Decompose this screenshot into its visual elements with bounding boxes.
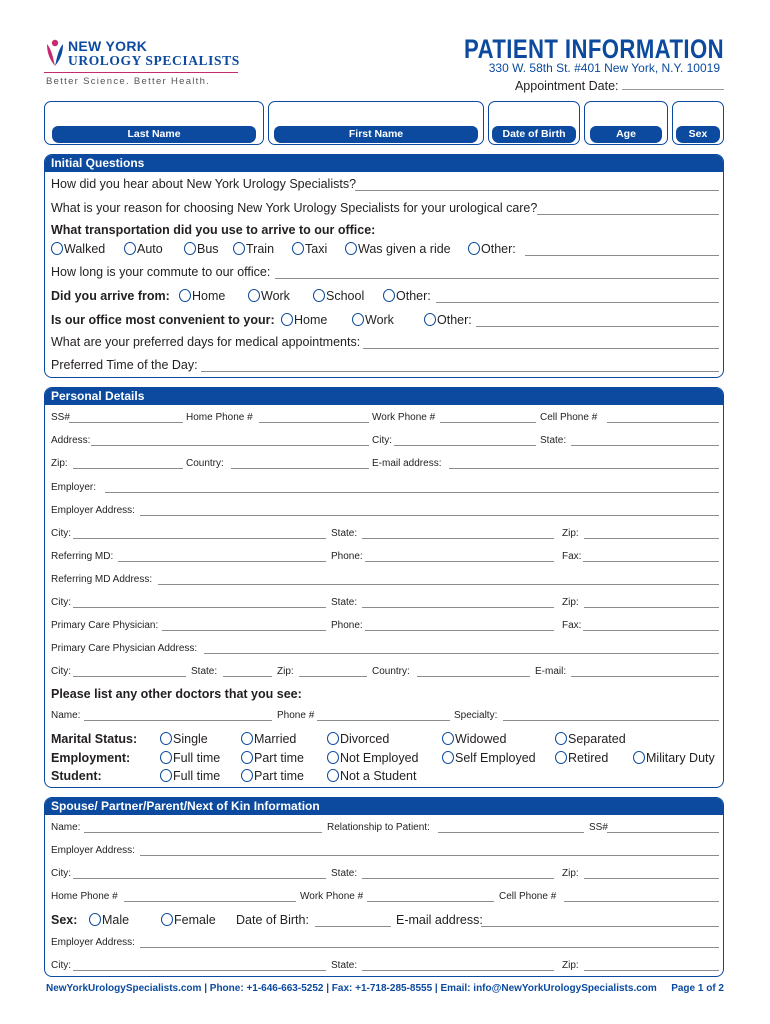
convenient-other-field[interactable]: [476, 326, 719, 327]
referring-md-address-row: [51, 572, 719, 585]
employment-row: [51, 748, 719, 765]
spouse-employer-address-row: [51, 843, 719, 856]
radio-circle-icon: [179, 289, 191, 302]
employer-address-field[interactable]: [140, 515, 719, 516]
radio-transport-other[interactable]: Other:: [468, 242, 516, 256]
tagline: Better Science. Better Health.: [46, 76, 211, 87]
radio-circle-icon: [313, 289, 325, 302]
transport-options-row: [51, 239, 719, 256]
preferred-days-label: What are your preferred days for medical appointments:: [51, 335, 361, 349]
radio-self-employed[interactable]: Self Employed: [442, 751, 536, 765]
spouse-state2-field[interactable]: [362, 970, 554, 971]
employer-zip-field[interactable]: [584, 538, 719, 539]
pcp-state-label: State:: [191, 666, 218, 677]
city-label: City:: [372, 435, 392, 446]
radio-circle-icon: [160, 732, 172, 745]
pcp-country-field[interactable]: [417, 676, 530, 677]
employment-label: Employment:: [51, 751, 131, 765]
radio-emp-full-time[interactable]: Full time: [160, 751, 220, 765]
home-phone-field[interactable]: [259, 422, 369, 423]
country-field[interactable]: [231, 468, 369, 469]
hear-about-label: How did you hear about New York Urology Specialists?: [51, 177, 357, 191]
marital-label: Marital Status:: [51, 732, 138, 746]
preferred-days-row: [51, 333, 719, 349]
arrive-row: [51, 286, 719, 303]
zip-label: Zip:: [51, 458, 68, 469]
referring-fax-field[interactable]: [583, 561, 719, 562]
spouse-name-field[interactable]: [84, 832, 322, 833]
employer-field[interactable]: [105, 492, 719, 493]
spouse-home-phone-field[interactable]: [124, 901, 296, 902]
pcp-address-field[interactable]: [204, 653, 719, 654]
referring-md-field[interactable]: [118, 561, 326, 562]
radio-circle-icon: [292, 242, 304, 255]
employer-address-label: Employer Address:: [51, 505, 135, 516]
employer-label: Employer:: [51, 482, 97, 493]
commute-label: How long is your commute to our office:: [51, 265, 271, 279]
logo-divider: [44, 72, 238, 73]
reason-field[interactable]: [537, 214, 719, 215]
logo-mark-icon: [44, 38, 66, 68]
spouse-city2-row: [51, 958, 719, 971]
home-phone-label: Home Phone #: [186, 412, 253, 423]
radio-circle-icon: [555, 751, 567, 764]
spouse-dob-label: Date of Birth:: [236, 913, 309, 927]
referring-phone-field[interactable]: [365, 561, 554, 562]
referring-md-label: Referring MD:: [51, 551, 114, 562]
preferred-time-field[interactable]: [201, 371, 719, 372]
logo: [44, 36, 244, 92]
radio-circle-icon: [468, 242, 480, 255]
relationship-field[interactable]: [438, 832, 584, 833]
spouse-email-field[interactable]: [481, 926, 719, 927]
radio-circle-icon: [241, 732, 253, 745]
student-label: Student:: [51, 769, 102, 783]
state-label: State:: [540, 435, 567, 446]
initial-questions-header: Initial Questions: [45, 155, 723, 172]
cell-phone-field[interactable]: [607, 422, 719, 423]
address-field[interactable]: [91, 445, 369, 446]
sex-label: Sex: [676, 126, 720, 143]
referring-city-row: [51, 595, 719, 608]
spouse-state-label: State:: [331, 868, 358, 879]
work-phone-label: Work Phone #: [372, 412, 436, 423]
city-field[interactable]: [394, 445, 536, 446]
radio-circle-icon: [160, 751, 172, 764]
radio-circle-icon: [327, 751, 339, 764]
preferred-time-row: [51, 356, 719, 372]
radio-circle-icon: [633, 751, 645, 764]
radio-circle-icon: [442, 732, 454, 745]
email-label: E-mail address:: [372, 458, 442, 469]
spouse-zip2-label: Zip:: [562, 960, 579, 971]
pcp-row: [51, 618, 719, 631]
logo-line2: UROLOGY SPECIALISTS: [68, 53, 240, 68]
personal-details-header: Personal Details: [45, 388, 723, 405]
address-label: Address:: [51, 435, 91, 446]
marital-row: [51, 729, 719, 746]
radio-bus[interactable]: Bus: [184, 242, 219, 256]
work-phone-field[interactable]: [440, 422, 536, 423]
radio-not-employed[interactable]: Not Employed: [327, 751, 419, 765]
employer-address-row: [51, 503, 719, 516]
spouse-work-phone-label: Work Phone #: [300, 891, 364, 902]
initial-questions-section: [44, 154, 724, 378]
pcp-field[interactable]: [162, 630, 326, 631]
radio-retired[interactable]: Retired: [555, 751, 608, 765]
referring-city-label: City:: [51, 597, 71, 608]
radio-given-ride[interactable]: Was given a ride: [345, 242, 451, 256]
convenient-row: [51, 310, 719, 327]
radio-circle-icon: [442, 751, 454, 764]
preferred-time-label: Preferred Time of the Day:: [51, 358, 198, 372]
other-doctors-row: [51, 686, 719, 701]
referring-fax-label: Fax:: [562, 551, 582, 562]
radio-convenient-other[interactable]: Other:: [424, 313, 472, 327]
radio-circle-icon: [124, 242, 136, 255]
radio-not-student[interactable]: Not a Student: [327, 769, 416, 783]
spouse-sex-label: Sex:: [51, 913, 78, 927]
radio-circle-icon: [555, 732, 567, 745]
spouse-zip2-field[interactable]: [584, 970, 719, 971]
spouse-employer-address2-row: [51, 935, 719, 948]
referring-phone-label: Phone:: [331, 551, 363, 562]
spouse-ss-field[interactable]: [607, 832, 719, 833]
doctor-phone-label: Phone #: [277, 710, 315, 721]
hear-about-row: [51, 175, 719, 191]
employer-zip-label: Zip:: [562, 528, 579, 539]
commute-row: [51, 263, 719, 279]
transport-question-row: [51, 221, 719, 237]
convenient-label: Is our office most convenient to your:: [51, 313, 275, 327]
state-field[interactable]: [571, 445, 719, 446]
radio-circle-icon: [424, 313, 436, 326]
pcp-address-label: Primary Care Physician Address:: [51, 643, 198, 654]
spouse-zip-label: Zip:: [562, 868, 579, 879]
spouse-home-phone-label: Home Phone #: [51, 891, 118, 902]
radio-circle-icon: [248, 289, 260, 302]
spouse-name-label: Name:: [51, 822, 81, 833]
radio-divorced[interactable]: Divorced: [327, 732, 389, 746]
radio-convenient-home[interactable]: Home: [281, 313, 327, 327]
spouse-cell-phone-label: Cell Phone #: [499, 891, 557, 902]
spouse-zip-field[interactable]: [584, 878, 719, 879]
pcp-email-label: E-mail:: [535, 666, 567, 677]
spouse-city-label: City:: [51, 868, 71, 879]
pcp-phone-field[interactable]: [365, 630, 554, 631]
hear-about-field[interactable]: [355, 190, 719, 191]
arrive-other-field[interactable]: [436, 302, 719, 303]
cell-phone-label: Cell Phone #: [540, 412, 598, 423]
radio-widowed[interactable]: Widowed: [442, 732, 506, 746]
radio-arrive-home[interactable]: Home: [179, 289, 225, 303]
spouse-email-label: E-mail address:: [396, 913, 483, 927]
pcp-city-field[interactable]: [73, 676, 186, 677]
spouse-employer-address-label: Employer Address:: [51, 845, 135, 856]
doctor-name-label: Name:: [51, 710, 81, 721]
spouse-work-phone-field[interactable]: [367, 901, 494, 902]
appointment-date: [515, 78, 724, 93]
doctor-specialty-field[interactable]: [503, 720, 719, 721]
pcp-country-label: Country:: [372, 666, 410, 677]
employer-city-field[interactable]: [73, 538, 326, 539]
transport-other-field[interactable]: [525, 255, 719, 256]
pcp-zip-field[interactable]: [299, 676, 367, 677]
zip-row: [51, 456, 719, 469]
radio-married[interactable]: Married: [241, 732, 296, 746]
reason-label: What is your reason for choosing New York Urology Specialists for your urological care?: [51, 201, 538, 215]
logo-line1: NEW YORK: [68, 38, 148, 54]
radio-separated[interactable]: Separated: [555, 732, 626, 746]
radio-circle-icon: [160, 769, 172, 782]
radio-arrive-school[interactable]: School: [313, 289, 364, 303]
referring-zip-label: Zip:: [562, 597, 579, 608]
phones-row: [51, 410, 719, 423]
transport-label: What transportation did you use to arrive to our office:: [51, 223, 376, 237]
spouse-city-row: [51, 866, 719, 879]
student-row: [51, 766, 719, 783]
employer-city-row: [51, 526, 719, 539]
radio-train[interactable]: Train: [233, 242, 274, 256]
doctor-specialty-label: Specialty:: [454, 710, 498, 721]
pcp-email-field[interactable]: [571, 676, 719, 677]
ss-field[interactable]: [69, 422, 183, 423]
referring-md-address-field[interactable]: [158, 584, 719, 585]
pcp-phone-label: Phone:: [331, 620, 363, 631]
last-name-label: Last Name: [52, 126, 256, 143]
radio-circle-icon: [327, 769, 339, 782]
radio-circle-icon: [281, 313, 293, 326]
commute-field[interactable]: [275, 278, 719, 279]
spouse-phones-row: [51, 889, 719, 902]
appointment-date-label: Appointment Date:: [514, 79, 619, 93]
pcp-city-row: [51, 664, 719, 677]
doctor-name-field[interactable]: [84, 720, 272, 721]
pcp-state-field[interactable]: [223, 676, 272, 677]
personal-details-section: [44, 387, 724, 788]
other-doctors-label: Please list any other doctors that you see:: [51, 687, 302, 701]
radio-military-duty[interactable]: Military Duty: [633, 751, 715, 765]
pcp-fax-field[interactable]: [583, 630, 719, 631]
referring-md-row: [51, 549, 719, 562]
radio-single[interactable]: Single: [160, 732, 208, 746]
address-row: [51, 433, 719, 446]
spouse-cell-phone-field[interactable]: [564, 901, 719, 902]
preferred-days-field[interactable]: [363, 348, 719, 349]
radio-circle-icon: [327, 732, 339, 745]
radio-female[interactable]: Female: [161, 913, 216, 927]
ss-label: SS#: [51, 412, 70, 423]
employer-state-label: State:: [331, 528, 358, 539]
radio-arrive-work[interactable]: Work: [248, 289, 290, 303]
referring-state-field[interactable]: [362, 607, 554, 608]
other-doctor-entry-row: [51, 708, 719, 721]
reason-row: [51, 199, 719, 215]
pcp-city-label: City:: [51, 666, 71, 677]
spouse-employer-address2-label: Employer Address:: [51, 937, 135, 948]
radio-circle-icon: [51, 242, 63, 255]
radio-circle-icon: [352, 313, 364, 326]
page-number: Page 1 of 2: [671, 983, 724, 994]
radio-auto[interactable]: Auto: [124, 242, 163, 256]
spouse-state2-label: State:: [331, 960, 358, 971]
radio-circle-icon: [383, 289, 395, 302]
spouse-employer-address2-field[interactable]: [140, 947, 719, 948]
pcp-label: Primary Care Physician:: [51, 620, 159, 631]
dob-label: Date of Birth: [492, 126, 576, 143]
referring-zip-field[interactable]: [584, 607, 719, 608]
office-address: 330 W. 58th St. #401 New York, N.Y. 10019: [488, 61, 720, 75]
radio-student-full-time[interactable]: Full time: [160, 769, 220, 783]
radio-circle-icon: [241, 769, 253, 782]
zip-field[interactable]: [73, 468, 183, 469]
doctor-phone-field[interactable]: [317, 720, 450, 721]
referring-md-address-label: Referring MD Address:: [51, 574, 153, 585]
spouse-ss-label: SS#: [589, 822, 608, 833]
radio-taxi[interactable]: Taxi: [292, 242, 327, 256]
email-field[interactable]: [449, 468, 719, 469]
first-name-label: First Name: [274, 126, 478, 143]
arrive-label: Did you arrive from:: [51, 289, 170, 303]
radio-emp-part-time[interactable]: Part time: [241, 751, 304, 765]
radio-circle-icon: [345, 242, 357, 255]
relationship-label: Relationship to Patient:: [327, 822, 430, 833]
age-label: Age: [590, 126, 662, 143]
referring-city-field[interactable]: [73, 607, 326, 608]
country-label: Country:: [186, 458, 224, 469]
spouse-dob-field[interactable]: [315, 926, 391, 927]
spouse-city2-field[interactable]: [73, 970, 326, 971]
radio-circle-icon: [161, 913, 173, 926]
radio-circle-icon: [184, 242, 196, 255]
pcp-fax-label: Fax:: [562, 620, 582, 631]
pcp-zip-label: Zip:: [277, 666, 294, 677]
spouse-state-field[interactable]: [362, 878, 554, 879]
page-title: PATIENT INFORMATION: [464, 34, 724, 64]
radio-convenient-work[interactable]: Work: [352, 313, 394, 327]
employer-city-label: City:: [51, 528, 71, 539]
footer-contact: NewYorkUrologySpecialists.com | Phone: +1-646-663-5252 | Fax: +1-718-285-8555 | Email: info@NewYorkUrologySpecialists.com: [46, 983, 657, 994]
employer-state-field[interactable]: [362, 538, 554, 539]
pcp-address-row: [51, 641, 719, 654]
appointment-date-field[interactable]: [622, 78, 724, 90]
radio-walked[interactable]: Walked: [51, 242, 105, 256]
spouse-header: Spouse/ Partner/Parent/Next of Kin Information: [45, 798, 723, 815]
spouse-employer-address-field[interactable]: [140, 855, 719, 856]
referring-state-label: State:: [331, 597, 358, 608]
radio-circle-icon: [241, 751, 253, 764]
radio-circle-icon: [89, 913, 101, 926]
spouse-city-field[interactable]: [73, 878, 326, 879]
radio-student-part-time[interactable]: Part time: [241, 769, 304, 783]
spouse-sex-row: [51, 910, 719, 927]
spouse-city2-label: City:: [51, 960, 71, 971]
spouse-name-row: [51, 820, 719, 833]
radio-male[interactable]: Male: [89, 913, 129, 927]
employer-row: [51, 480, 719, 493]
radio-circle-icon: [233, 242, 245, 255]
spouse-section: [44, 797, 724, 977]
radio-arrive-other[interactable]: Other:: [383, 289, 431, 303]
